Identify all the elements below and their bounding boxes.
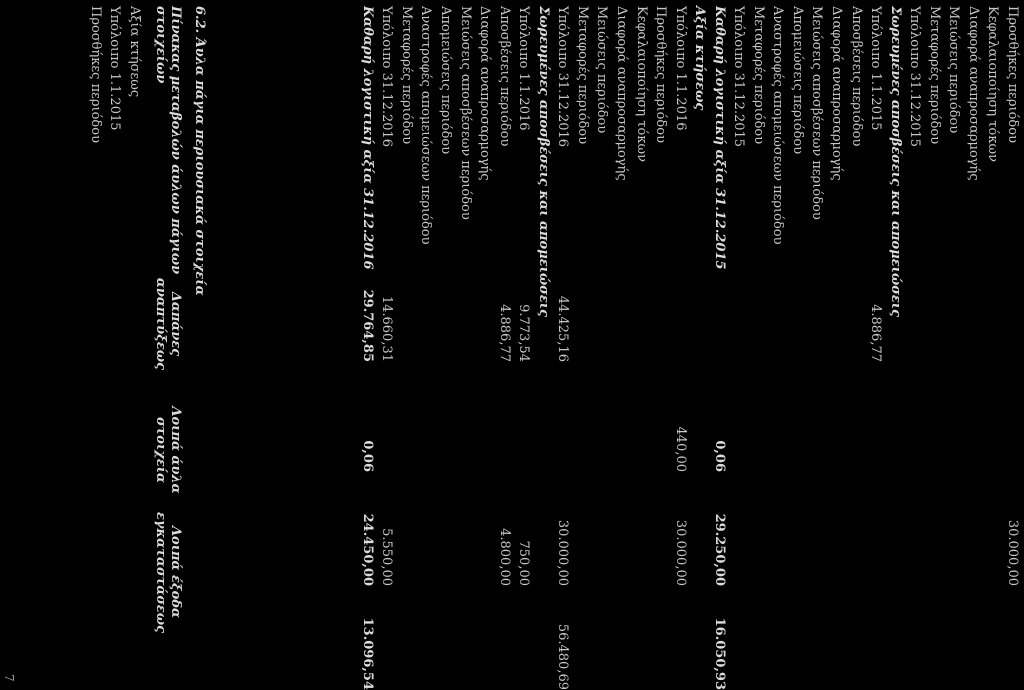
fixed-assets-cell-c1: 44.425,16 [555, 295, 571, 362]
fixed-assets-cell-c4: 30.000,00 [672, 519, 688, 586]
fixed-assets-row-label: Μειώσεις περιόδου [946, 6, 962, 134]
fixed-assets-row-label: Κεφαλαιοποίηση τόκων [985, 6, 1001, 162]
fixed-assets-cell-c4: 5.550,00 [379, 528, 395, 586]
fixed-assets-row-label: Αναστροφές απομειώσεων περιόδου [770, 6, 786, 245]
section-heading: 6.2. Άυλα πάγια περιουσιακά στοιχεία [192, 6, 207, 296]
fixed-assets-row-label: Μεταφορές περιόδου [574, 6, 590, 145]
fixed-assets-row-label: Απομειώσεις περιόδου [438, 6, 454, 155]
fixed-assets-cell-c4: 4.800,00 [496, 528, 512, 586]
fixed-assets-row-label: Διαφορά αναπροσαρμογής [965, 6, 981, 181]
fixed-assets-row-label: Υπόλοιπο 31.12.2016 [555, 6, 571, 148]
fixed-assets-cell-c5: 56.480,69 [555, 623, 571, 690]
fixed-assets-row-label: Υπόλοιπο 1.1.2016 [672, 6, 688, 131]
fixed-assets-cell-c1: 4.886,77 [868, 304, 884, 362]
fixed-assets-row-label: Καθαρή λογιστική αξία 31.12.2016 [359, 6, 375, 270]
fixed-assets-row-label: Σωρευμένες αποσβέσεις και απομειώσεις [887, 6, 903, 317]
table-title-line2: στοιχείων [153, 6, 168, 84]
fixed-assets-row-label: Μεταφορές περιόδου [398, 6, 414, 145]
col-other-intangibles-line2: στοιχεία [153, 416, 168, 484]
fixed-assets-cell-c4: 29.250,00 [711, 513, 727, 586]
fixed-assets-cell-c4: 30.000,00 [555, 519, 571, 586]
intangibles-row-label: Προσθήκες περιόδου [88, 6, 103, 143]
fixed-assets-row-label: Διαφορά αναπροσαρμογής [477, 6, 493, 181]
fixed-assets-row-label: Υπόλοιπο 1.1.2016 [516, 6, 532, 131]
col-other-intangibles-line1: Λοιπά άυλα [168, 406, 183, 494]
col-installation-costs-line1: Λοιπά έξοδα [168, 525, 183, 619]
fixed-assets-row-label: Μειώσεις αποσβέσεων περιόδου [809, 6, 825, 220]
fixed-assets-cell-c1: 9.773,54 [516, 304, 532, 362]
fixed-assets-cell-c4: 24.450,00 [359, 513, 375, 586]
col-development-costs-line2: αναπτύξεως [153, 277, 168, 371]
fixed-assets-row-label: Υπόλοιπο 31.12.2015 [907, 6, 923, 148]
fixed-assets-row-label: Αξία κτήσεως [692, 6, 708, 111]
fixed-assets-row-label: Υπόλοιπο 31.12.2015 [731, 6, 747, 148]
fixed-assets-row-label: Υπόλοιπο 31.12.2016 [379, 6, 395, 148]
fixed-assets-row-label: Προσθήκες περιόδου [653, 6, 669, 143]
fixed-assets-row-label: Αναστροφές απομειώσεων περιόδου [418, 6, 434, 245]
fixed-assets-row-label: Μεταφορές περιόδου [926, 6, 942, 145]
fixed-assets-cell-c4: 30.000,00 [1005, 519, 1020, 586]
col-installation-costs-line2: εγκαταστάσεως [153, 512, 168, 634]
col-development-costs-line1: Δαπάνες [168, 291, 183, 357]
fixed-assets-row-label: Διαφορά αναπροσαρμογής [829, 6, 845, 181]
fixed-assets-row-label: Κεφαλαιοποίηση τόκων [633, 6, 649, 162]
fixed-assets-cell-c1: 14.660,31 [379, 295, 395, 362]
fixed-assets-row-label: Απομειώσεις περιόδου [789, 6, 805, 155]
fixed-assets-cell-c3: 440,00 [672, 426, 688, 472]
fixed-assets-row-label: Σωρευμένες αποσβέσεις και απομειώσεις [535, 6, 551, 317]
fixed-assets-row-label: Μεταφορές περιόδου [750, 6, 766, 145]
fixed-assets-cell-c5: 16.050,93 [711, 617, 727, 690]
fixed-assets-row-label: Υπόλοιπο 1.1.2015 [868, 6, 884, 131]
intangibles-row-label: Υπόλοιπο 1.1.2015 [107, 6, 123, 131]
fixed-assets-cell-c1: 29.764,85 [359, 289, 375, 362]
fixed-assets-row-label: Καθαρή λογιστική αξία 31.12.2015 [711, 6, 727, 270]
fixed-assets-row-label: Αποσβέσεις περιόδου [496, 6, 512, 147]
fixed-assets-row-label: Διαφορά αναπροσαρμογής [614, 6, 629, 181]
fixed-assets-cell-c4: 750,00 [516, 540, 532, 586]
fixed-assets-row-label: Αποσβέσεις περιόδου [848, 6, 864, 147]
fixed-assets-cell-c1: 4.886,77 [496, 304, 512, 362]
fixed-assets-row-label: Μειώσεις περιόδου [594, 6, 610, 134]
page-number: 7 [2, 674, 16, 682]
fixed-assets-row-label: Προσθήκες περιόδου [1005, 6, 1020, 143]
fixed-assets-cell-c3: 0,06 [711, 440, 727, 472]
fixed-assets-row-label: Μειώσεις αποσβέσεων περιόδου [457, 6, 473, 220]
fixed-assets-cell-c5: 13.096,54 [359, 617, 375, 690]
fixed-assets-cell-c3: 0,06 [359, 440, 375, 472]
intangibles-row-label: Αξία κτήσεως [127, 6, 142, 98]
table-title-line1: Πίνακας μεταβολών άυλων πάγιων [168, 6, 183, 275]
